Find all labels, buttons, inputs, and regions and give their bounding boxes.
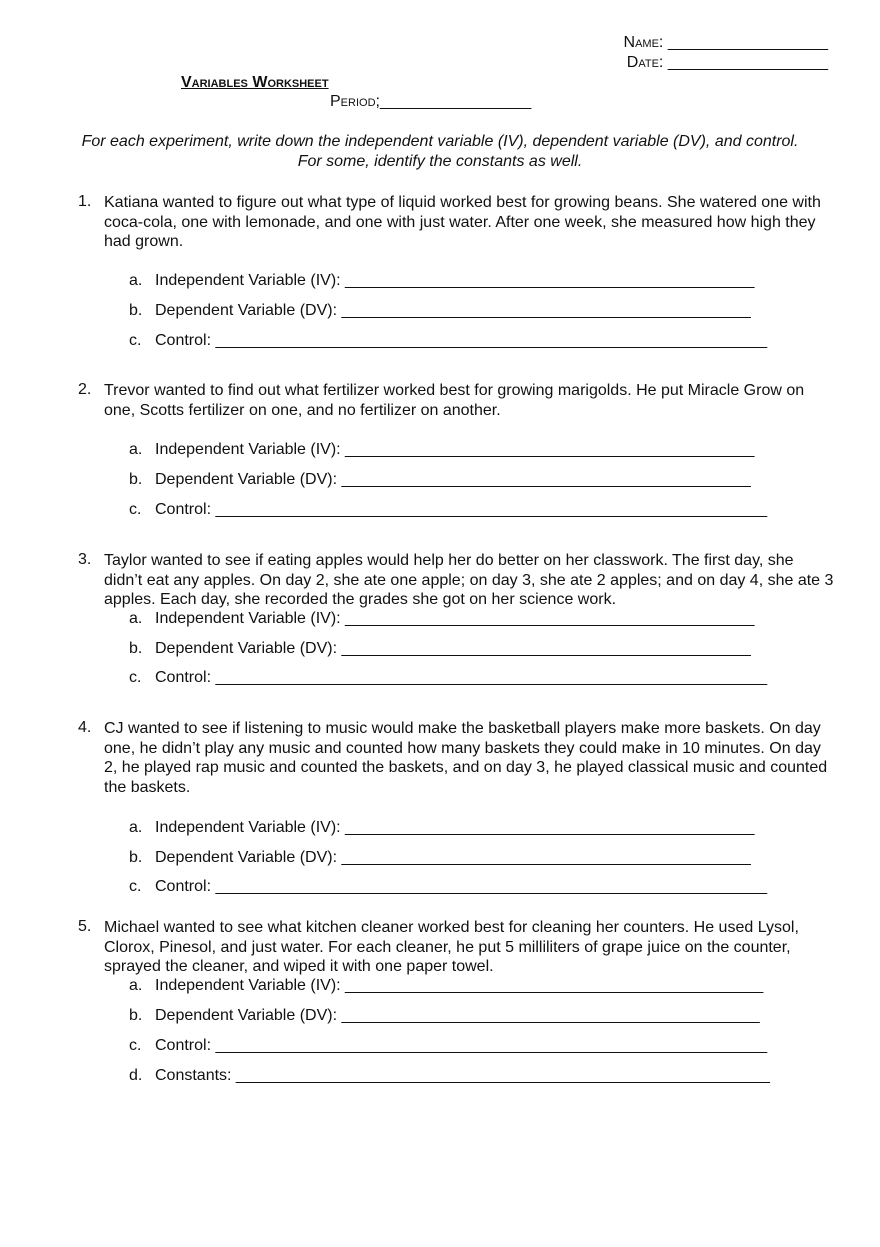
answer-letter: a. — [129, 819, 143, 836]
answer-letter: b. — [129, 849, 143, 866]
answer-letter: c. — [129, 669, 142, 686]
answer-iv-field[interactable]: Independent Variable (IV): _______________________________________________ — [155, 977, 764, 994]
answer-letter: a. — [129, 272, 143, 289]
period-label: Period; — [330, 93, 380, 110]
answer-iv-field[interactable]: Independent Variable (IV): ______________________________________________ — [155, 272, 755, 289]
answer-control-field[interactable]: Control: ______________________________________________________________ — [155, 332, 768, 349]
answer-control-field[interactable]: Control: ______________________________________________________________ — [155, 669, 768, 686]
answer-control-field[interactable]: Control: ______________________________________________________________ — [155, 878, 768, 895]
answer-letter: a. — [129, 610, 143, 627]
answer-letter: c. — [129, 501, 142, 518]
answer-iv-field[interactable]: Independent Variable (IV): ______________________________________________ — [155, 610, 755, 627]
answer-letter: c. — [129, 1037, 142, 1054]
question-text: Taylor wanted to see if eating apples would help her do better on her classwork. The first day, she didn’t eat any apples. On day 2, she ate one apple; on day 3, she ate 2 apples; and on day 4, she ate 3 apples. Each day, she recorded the grades she got on her science work. — [104, 552, 834, 609]
answer-dv-field[interactable]: Dependent Variable (DV): ______________________________________________ — [155, 849, 751, 866]
question-number: 5. — [78, 918, 92, 935]
name-line[interactable] — [624, 34, 828, 52]
answer-dv-field[interactable]: Dependent Variable (DV): ______________________________________________ — [155, 302, 751, 319]
answer-letter: b. — [129, 471, 143, 488]
date-blank[interactable]: __________________ — [667, 54, 828, 71]
name-blank[interactable]: __________________ — [667, 34, 828, 51]
question-text: Michael wanted to see what kitchen cleaner worked best for cleaning her counters. He used Lysol, Clorox, Pinesol, and just water. For each cleaner, he put 5 milliliters of grape juice on the counter, sprayed the cleaner, and wiped it with one paper towel. — [104, 919, 799, 976]
question-number: 2. — [78, 381, 92, 398]
answer-letter: a. — [129, 977, 143, 994]
answer-letter: a. — [129, 441, 143, 458]
date-label: Date: — [626, 54, 664, 71]
period-line[interactable] — [330, 93, 531, 111]
answer-constants-field[interactable]: Constants: ____________________________________________________________ — [155, 1067, 770, 1084]
worksheet-title: Variables Worksheet — [181, 74, 329, 91]
answer-letter: c. — [129, 878, 142, 895]
period-blank[interactable]: _________________ — [379, 93, 532, 110]
answer-control-field[interactable]: Control: ______________________________________________________________ — [155, 501, 768, 518]
name-label: Name: — [623, 34, 664, 51]
instructions-line-2: For some, identify the constants as well. — [297, 153, 583, 170]
answer-iv-field[interactable]: Independent Variable (IV): ______________________________________________ — [155, 441, 755, 458]
instructions-line-1: For each experiment, write down the independent variable (IV), dependent variable (DV), and control. — [81, 133, 799, 150]
date-line[interactable] — [627, 54, 828, 72]
question-number: 4. — [78, 719, 92, 736]
question-text: Trevor wanted to find out what fertilizer worked best for growing marigolds. He put Miracle Grow on one, Scotts fertilizer on one, and no fertilizer on another. — [104, 382, 805, 419]
answer-letter: c. — [129, 332, 142, 349]
question-text: Katiana wanted to figure out what type of liquid worked best for growing beans. She watered one with coca-cola, one with lemonade, and one with just water. After one week, she measured how high they had grown. — [104, 194, 821, 251]
answer-letter: b. — [129, 302, 143, 319]
answer-letter: b. — [129, 1007, 143, 1024]
answer-letter: d. — [129, 1067, 143, 1084]
instructions — [0, 132, 880, 172]
answer-dv-field[interactable]: Dependent Variable (DV): ______________________________________________ — [155, 471, 751, 488]
answer-dv-field[interactable]: Dependent Variable (DV): ______________________________________________ — [155, 640, 751, 657]
question-number: 1. — [78, 193, 92, 210]
answer-letter: b. — [129, 640, 143, 657]
answer-dv-field[interactable]: Dependent Variable (DV): _______________________________________________ — [155, 1007, 760, 1024]
answer-iv-field[interactable]: Independent Variable (IV): ______________________________________________ — [155, 819, 755, 836]
answer-control-field[interactable]: Control: ______________________________________________________________ — [155, 1037, 768, 1054]
question-text: CJ wanted to see if listening to music would make the basketball players make more baskets. On day one, he didn’t play any music and counted how many baskets they could make in 10 minutes. On day 2, he played rap music and counted the baskets, and on day 3, he played classical music and counted the baskets. — [104, 720, 828, 796]
question-number: 3. — [78, 551, 92, 568]
